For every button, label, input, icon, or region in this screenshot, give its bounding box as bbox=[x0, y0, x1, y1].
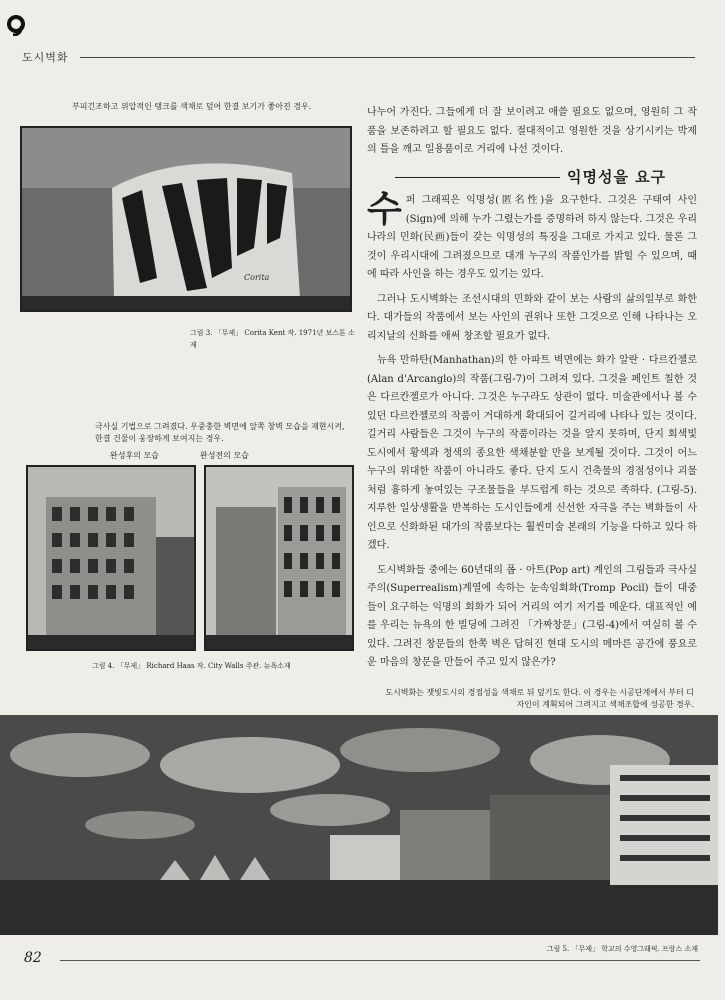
figure4-caption-top: 극사실 기법으로 그려졌다. 우중충한 벽면에 앞쪽 창벽 모습을 재현시켜, 한결 건물이 웅장하게 보여지는 경우. bbox=[95, 422, 345, 443]
figure3-photo bbox=[20, 126, 352, 312]
figure4-photo-before bbox=[26, 465, 196, 651]
magazine-logo-icon bbox=[6, 14, 28, 36]
figure4-label-after: 완성전의 모습 bbox=[200, 451, 249, 460]
article-paragraph: 수퍼 그래픽은 익명성(匿名性)을 요구한다. 그것은 구태여 사인(Sign)에 의해 누가 그렸는가를 증명하려 하지 않는다. 그것은 우리나라의 민화(民画)들이 갖는 익명성의 특징을 그대로 가지고 있다. 물론 그것이 우리시대에 그려졌으므로 대개 누구의 작품인가를 밝힐 수 있으며, 때에 따라 사인을 하는 경우도 있기는 있다. bbox=[367, 188, 697, 280]
heading-text: 익명성을 요구 bbox=[567, 168, 667, 186]
figure5-caption-top: 도시벽화는 잿빛도시의 경점성을 색채로 뒤 덮기도 한다. 이 경우는 시공단계에서 부터 디자인이 계획되어 그려지고 색채조합에 성공한 경우. bbox=[385, 688, 694, 709]
article-intro: 나누어 가진다. 그들에게 더 잘 보이려고 애쓸 필요도 없으며, 영원히 그 작품을 보존하려고 할 필요도 없다. 절대적이고 영원한 것을 상기시키는 박제의 틀을 깨고 일용품이로 거리에 나선 것이다. bbox=[367, 107, 697, 155]
figure5-caption-bottom: 그림 5. 「무제」 학교의 수영그래픽. 프랑스 소재 bbox=[546, 945, 698, 953]
dropcap: 수 bbox=[367, 188, 402, 230]
figure3-caption-top: 부피긴조하고 위압적인 탱크를 색채로 덮어 한결 보기가 좋아진 경우. bbox=[72, 102, 312, 111]
figure4-photo-after bbox=[204, 465, 354, 651]
figure4-label-before: 완성후의 모습 bbox=[110, 451, 159, 460]
figure5-photo bbox=[0, 715, 718, 935]
article-paragraph: 그러나 도시벽화는 조선시대의 민화와 같이 보는 사람의 삶의일부로 화한다. 대가들의 작품에서 보는 사인의 권위나 또한 그것으로 인해 나타나는 오리지날의 신화를 애써 창조할 필요가 없다. bbox=[367, 293, 697, 342]
footer-rule bbox=[60, 960, 700, 961]
header-rule bbox=[80, 57, 695, 58]
article-body bbox=[367, 188, 697, 679]
tank-lettering: Corita bbox=[244, 273, 270, 282]
figure3-caption-bottom: 그림 3. 「무제」 Corita Kent 작. 1971년 보스톤 소재 bbox=[190, 329, 355, 349]
article-heading bbox=[395, 166, 695, 188]
page-number: 82 bbox=[24, 950, 42, 966]
figure4-caption-bottom: 그림 4. 「무제」 Richard Haas 작. City Walls 주관. 뉴욕소재 bbox=[92, 662, 291, 670]
section-label: 도시벽화 bbox=[22, 51, 69, 64]
heading-rule bbox=[395, 177, 560, 178]
article-paragraph: 도시벽화들 중에는 60년대의 폽 · 아트(Pop art) 계인의 그림들과 극사실주의(Superrealism)계열에 속하는 눈속임회화(Tromp Pocil) 들이 대중들이 요구하는 익명의 회화가 되어 거리의 여기 저기를 메운다. 대표적인 예를 우리는 뉴욕의 한 빌딩에 그려진 「가짜창문」(그림-4)에서 여실히 볼 수 있다. 그려진 창문들의 한쪽 벽은 답혀진 현대 도시의 메마른 공간에 풍요로운 마음의 창문을 만들어 주고 있지 않은가? bbox=[367, 564, 697, 668]
article-paragraph: 뉴욕 만하탄(Manhathan)의 한 아파트 벽면에는 화가 알란 · 다르칸젤로(Alan d'Arcanglo)의 작품(그림-7)이 그려져 있다. 그것을 페인트 칠한 것은 다르칸젤로가 아니다. 그것은 누구라도 상관이 없다. 미술관에서나 볼 수 있던 다르칸젤로의 작품이 거대하게 확대되어 길거리에 나타나 있는 것이다. 길거리 사람들은 그것이 누구의 작품이라는 것을 알지 못하며, 단지 회색빛 도시에서 황색과 청색의 종요한 색채분할 만을 보게될 것이다. 그것이 어느 누구의 위대한 작품이 아니라도 좋다. 단지 도시 건축물의 경점성이나 괴물처럼 흉하게 놓여있는 구조물들을 부드럽게 하는 것으로 족하다. (그림-5). 지루한 일상생활을 반복하는 도시인들에게 신선한 자극을 주는 벽화들이 사인으로 신화화된 대가의 작품보다는 훨씬미술 본래의 기능을 다하고 있다 하겠다. bbox=[367, 355, 697, 551]
